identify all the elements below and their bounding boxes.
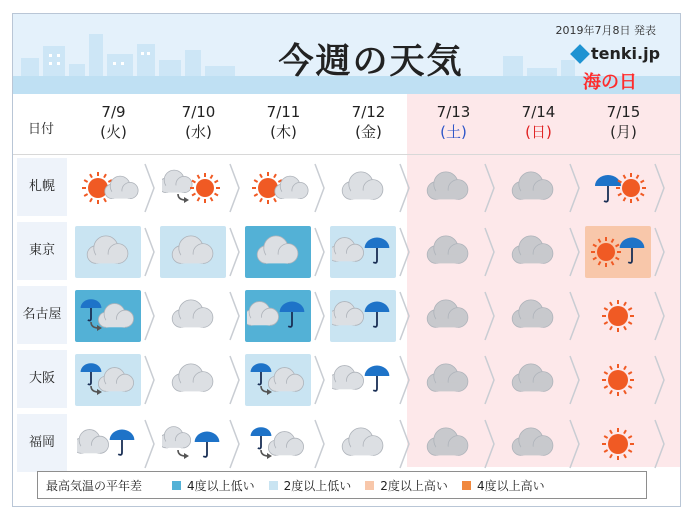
forecast-cell: [330, 354, 396, 406]
chevron-right-icon: [568, 418, 582, 470]
sun-icon: [602, 428, 634, 460]
umbrella-icon: [251, 363, 272, 384]
cloud-icon: [257, 236, 298, 264]
city-label: 名古屋: [17, 286, 67, 344]
cloud-icon: [342, 428, 383, 456]
sun-icon: [602, 300, 634, 332]
chevron-right-icon: [483, 418, 497, 470]
cloud-icon: [332, 366, 364, 390]
forecast-cell: [500, 418, 566, 470]
chevron-right-icon: [398, 418, 412, 470]
cloud-icon: [332, 302, 364, 326]
weather-cloud-gray-icon: [417, 292, 479, 340]
cloud-icon: [512, 172, 553, 200]
legend-item: [269, 477, 352, 494]
legend-label: 2度以上低い: [283, 478, 352, 493]
chevron-right-icon: [313, 354, 327, 406]
umbrella-icon: [365, 302, 390, 327]
legend-label: 4度以上低い: [187, 478, 255, 493]
weather-cloud-icon: [162, 228, 224, 276]
day-weekday: (木): [270, 123, 297, 141]
forecast-cell: [245, 290, 311, 342]
weather-cloud-umbrella-icon: [77, 420, 139, 468]
cloud-icon: [172, 300, 213, 328]
cloud-icon: [427, 364, 468, 392]
chevron-right-icon: [228, 418, 242, 470]
chevron-right-icon: [313, 162, 327, 214]
cloud-icon: [512, 300, 553, 328]
forecast-cell: [585, 162, 651, 214]
chevron-right-icon: [398, 290, 412, 342]
cloud-icon: [77, 430, 109, 454]
legend-item: [365, 477, 448, 494]
forecast-cell: [75, 354, 141, 406]
then-arrow-icon: [178, 194, 189, 203]
umbrella-icon: [195, 432, 220, 457]
cloud-icon: [162, 170, 192, 193]
sun-icon: [616, 173, 646, 203]
day-header: [411, 102, 496, 142]
chevron-right-icon: [483, 226, 497, 278]
chevron-right-icon: [228, 226, 242, 278]
forecast-cell: [500, 290, 566, 342]
weather-cloud-gray-icon: [502, 228, 564, 276]
chevron-right-icon: [483, 290, 497, 342]
chevron-right-icon: [568, 354, 582, 406]
tenki-logo[interactable]: [573, 44, 660, 63]
logo-text: tenki.jp: [591, 44, 661, 63]
weather-cloud-gray-icon: [502, 164, 564, 212]
cloud-icon: [268, 368, 303, 392]
weather-sun-cloud-icon: [77, 164, 139, 212]
day-weekday: (土): [440, 123, 467, 141]
weather-umbrella-then-cloud-icon: [247, 356, 309, 404]
forecast-cell: [160, 418, 226, 470]
day-date: 7/12: [351, 103, 386, 121]
cloud-icon: [332, 238, 364, 262]
cloud-icon: [512, 364, 553, 392]
chevron-right-icon: [313, 290, 327, 342]
weather-sun-icon: [587, 356, 649, 404]
weather-cloud-icon: [162, 356, 224, 404]
forecast-grid: [13, 94, 680, 464]
umbrella-icon: [280, 302, 305, 327]
sun-icon: [602, 364, 634, 396]
chevron-right-icon: [653, 226, 667, 278]
day-date: 7/14: [521, 103, 556, 121]
day-header: [241, 102, 326, 142]
issued-date: 2019年7月8日 発表: [555, 24, 656, 37]
umbrella-icon: [110, 430, 135, 455]
chevron-right-icon: [398, 226, 412, 278]
sun-icon: [591, 237, 621, 267]
cloud-icon: [247, 302, 279, 326]
city-label: 札幌: [17, 158, 67, 216]
chevron-right-icon: [398, 162, 412, 214]
weather-cloud-gray-icon: [417, 228, 479, 276]
legend-title: 最高気温の平年差: [46, 478, 143, 493]
chevron-right-icon: [483, 162, 497, 214]
cloud-icon: [162, 427, 191, 448]
cloud-icon: [87, 236, 128, 264]
day-weekday: (水): [185, 123, 212, 141]
sun-icon: [190, 173, 220, 203]
forecast-cell: [415, 290, 481, 342]
chevron-right-icon: [143, 354, 157, 406]
day-header: [71, 102, 156, 142]
cloud-icon: [512, 236, 553, 264]
weather-sun-umbrella-icon: [587, 228, 649, 276]
forecast-cell: [415, 162, 481, 214]
day-header: [496, 102, 581, 142]
chevron-right-icon: [568, 162, 582, 214]
chevron-right-icon: [568, 226, 582, 278]
chevron-right-icon: [143, 290, 157, 342]
cloud-icon: [105, 176, 138, 199]
umbrella-icon: [365, 238, 390, 263]
forecast-cell: [160, 354, 226, 406]
forecast-cell: [160, 226, 226, 278]
legend-swatch: [462, 481, 471, 490]
cloud-icon: [268, 432, 303, 456]
legend: [37, 471, 647, 499]
forecast-cell: [500, 162, 566, 214]
forecast-cell: [415, 354, 481, 406]
forecast-cell: [75, 290, 141, 342]
day-date: 7/15: [606, 103, 641, 121]
weather-sun-icon: [587, 420, 649, 468]
forecast-cell: [330, 162, 396, 214]
legend-swatch: [365, 481, 374, 490]
cloud-icon: [275, 176, 308, 199]
cloud-icon: [172, 236, 213, 264]
cloud-icon: [98, 304, 133, 328]
forecast-cell: [330, 418, 396, 470]
city-label: 大阪: [17, 350, 67, 408]
cloud-icon: [512, 428, 553, 456]
cloud-icon: [427, 236, 468, 264]
chevron-right-icon: [143, 418, 157, 470]
page-title: 今週の天気: [278, 42, 464, 82]
forecast-cell: [330, 226, 396, 278]
forecast-cell: [585, 290, 651, 342]
cloud-icon: [427, 172, 468, 200]
chevron-right-icon: [653, 354, 667, 406]
header-banner: [13, 14, 680, 94]
weather-cloud-icon: [332, 164, 394, 212]
city-label: 東京: [17, 222, 67, 280]
weather-umbrella-then-cloud-icon: [247, 420, 309, 468]
weather-sun-icon: [587, 292, 649, 340]
day-weekday: (火): [100, 123, 127, 141]
forecast-cell: [415, 418, 481, 470]
weather-cloud-icon: [77, 228, 139, 276]
chevron-right-icon: [653, 290, 667, 342]
chevron-right-icon: [398, 354, 412, 406]
umbrella-icon: [81, 299, 102, 320]
forecast-cell: [585, 418, 651, 470]
umbrella-icon: [620, 238, 645, 263]
day-header: [156, 102, 241, 142]
header-divider: [13, 154, 680, 155]
forecast-cell: [245, 418, 311, 470]
chevron-right-icon: [653, 162, 667, 214]
cloud-icon: [427, 428, 468, 456]
weather-cloud-then-umbrella-icon: [162, 420, 224, 468]
weather-cloud-gray-icon: [417, 164, 479, 212]
forecast-cell: [330, 290, 396, 342]
day-header: [326, 102, 411, 142]
weather-cloud-icon: [332, 420, 394, 468]
legend-item: [172, 477, 255, 494]
weather-cloud-gray-icon: [502, 292, 564, 340]
day-date: 7/10: [181, 103, 216, 121]
chevron-right-icon: [143, 226, 157, 278]
chevron-right-icon: [228, 354, 242, 406]
legend-swatch: [269, 481, 278, 490]
day-date: 7/11: [266, 103, 301, 121]
day-date: 7/9: [101, 103, 126, 121]
forecast-cell: [415, 226, 481, 278]
day-weekday: (日): [525, 123, 552, 141]
weather-cloud-umbrella-icon: [247, 292, 309, 340]
chevron-right-icon: [143, 162, 157, 214]
weekly-forecast-panel: [12, 13, 681, 507]
chevron-right-icon: [483, 354, 497, 406]
umbrella-icon: [365, 366, 390, 391]
weather-cloud-gray-icon: [502, 420, 564, 468]
weather-umbrella-then-cloud-icon: [77, 292, 139, 340]
forecast-cell: [160, 290, 226, 342]
cloud-icon: [98, 368, 133, 392]
forecast-cell: [245, 354, 311, 406]
weather-cloud-gray-icon: [417, 356, 479, 404]
forecast-cell: [585, 354, 651, 406]
legend-label: 4度以上高い: [476, 478, 545, 493]
weather-sun-cloud-icon: [247, 164, 309, 212]
legend-item: [462, 477, 545, 494]
date-column-label: 日付: [27, 122, 54, 137]
weather-umbrella-then-cloud-icon: [77, 356, 139, 404]
forecast-cell: [500, 226, 566, 278]
forecast-cell: [75, 226, 141, 278]
cloud-icon: [427, 300, 468, 328]
weather-cloud-icon: [247, 228, 309, 276]
city-label: 福岡: [17, 414, 67, 472]
day-weekday: (月): [610, 123, 637, 141]
forecast-cell: [160, 162, 226, 214]
chevron-right-icon: [313, 226, 327, 278]
holiday-label: 海の日: [583, 72, 637, 93]
then-arrow-icon: [178, 450, 189, 459]
legend-swatch: [172, 481, 181, 490]
weather-cloud-gray-icon: [417, 420, 479, 468]
forecast-cell: [500, 354, 566, 406]
day-header: [581, 102, 666, 142]
weather-cloud-then-sun-icon: [162, 164, 224, 212]
forecast-cell: [75, 162, 141, 214]
weather-cloud-umbrella-icon: [332, 356, 394, 404]
weather-cloud-gray-icon: [502, 356, 564, 404]
forecast-cell: [245, 226, 311, 278]
cloud-icon: [172, 364, 213, 392]
umbrella-icon: [251, 427, 272, 448]
chevron-right-icon: [653, 418, 667, 470]
weather-cloud-icon: [162, 292, 224, 340]
logo-cube-icon: [570, 44, 590, 64]
legend-label: 2度以上高い: [380, 478, 448, 493]
forecast-cell: [245, 162, 311, 214]
weather-cloud-umbrella-icon: [332, 292, 394, 340]
chevron-right-icon: [228, 162, 242, 214]
chevron-right-icon: [313, 418, 327, 470]
chevron-right-icon: [568, 290, 582, 342]
umbrella-icon: [81, 363, 102, 384]
forecast-cell: [585, 226, 651, 278]
weather-umbrella-sun-icon: [587, 164, 649, 212]
chevron-right-icon: [228, 290, 242, 342]
day-date: 7/13: [436, 103, 471, 121]
cloud-icon: [342, 172, 383, 200]
weather-cloud-umbrella-icon: [332, 228, 394, 276]
day-weekday: (金): [355, 123, 382, 141]
forecast-cell: [75, 418, 141, 470]
